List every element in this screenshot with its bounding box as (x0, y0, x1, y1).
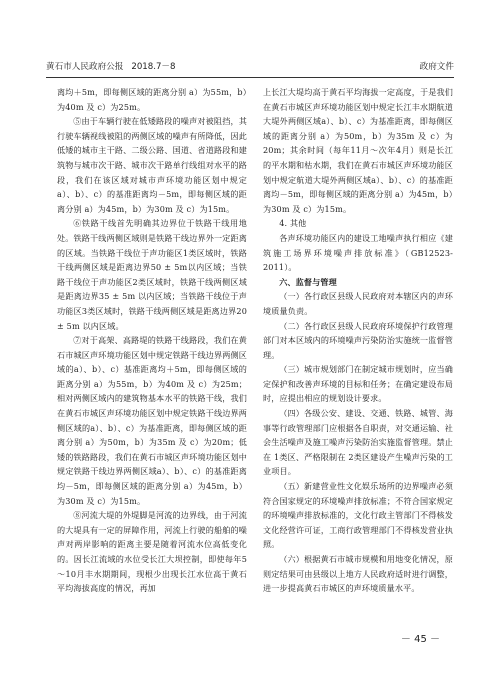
paragraph: 离均＋5m，即每侧区域的距离分别 a）为55m，b）为40m 及 c）为25m。 (57, 87, 247, 112)
paragraph: （一）各行政区县级人民政府对本辖区内的声环境质量负责。 (263, 291, 453, 316)
paragraph: ⑧河流大堤的外堤脚是河流的边界线，由于河流的大堤具有一定的屏障作用，河流上行驶的船舶的噪声对两岸影响的距离主要是随着河流水位高低变化的。因长江流域的水位受长江大坝控制，即使每年5～10月丰水期期间，现根少出现长江水位高于黄石平均海拔高度的情况，再加 (57, 510, 247, 594)
section-heading: 六、监督与管理 (279, 276, 337, 287)
paragraph: ⑥铁路干线首先明确其边界位于铁路干线用地处。铁路干线两侧区域则是铁路干线边界外一定距离的区域。当铁路干线位于声功能区1类区域时，铁路干线两侧区域是距离边界50 ± 5m以内区域；当铁路干线位于声功能区2类区域时，铁路干线两侧区域是距离边界35 ± 5m 以内区域；当铁路干线位于声功能区3类区域时，铁路干线两侧区域是距离边界20 ± 5m 以内区域。 (57, 218, 247, 331)
paragraph: 上长江大堤均高于黄石平均海拔一定高度，于是我们在黄石市城区声环境功能区划中规定长江丰水期航道大堤外两侧区域a）、b）、c）为基准距离，即每侧区域的距离分别 a）为50m，b）为35m 及 c）为20m；其余时间（每年11月～次年4月）则是长江的平水期和枯水期，我们在黄石市城区声环境功能区划中规定航道大堤外两侧区域a）、b）、c）的基准距离均－5m，即每侧区域的距离分别 a）为45m，b）为30m 及 c）为15m。 (263, 87, 453, 214)
paragraph: ⑤由于车辆行驶在低矮路段的噪声对被阻挡，其行驶车辆视线被阻的两侧区域的噪声有所降低，因此低矮的城市主干路、二级公路、国道、省道路段和建筑物与城市次干路、城市次干路单行线组对水平的路段，我们在该区域对城市声环境功能区划中规定a）、b）、c）的基准距离均－5m，即每侧区域的距离分别 a）为45m，b）为30m 及 c）为15m。 (57, 116, 247, 214)
right-column (263, 85, 453, 596)
header-publication (46, 60, 176, 72)
paragraph: ⑦对于高架、高路堤的铁路干线路段，我们在黄石市城区声环境功能区划中规定铁路干线边界两侧区域的a）、b）、c）基准距离均＋5m，即每侧区域的距离分别 a）为55m，b）为40m 及 c）为25m；相对两侧区域内的建筑物基本水平的铁路干线，我们在黄石市城区声环境功能区划中规定铁路干线边界两侧区域的a）、b）、c）为基准距离，即每侧区域的距离分别 a）为50m，b）为35m 及 c）为20m；低矮的铁路路段，我们在黄石市城区声环境功能区划中规定铁路干线边界两侧区域a）、b）、c）的基准距离均－5m，即每侧区域的距离分别 a）为45m，b）为30m 及 c）为15m。 (57, 335, 247, 506)
paragraph: 各声环境功能区内的建设工地噪声执行相应《建筑施工场界环境噪声排放标准》（GB12523-2011）。 (263, 232, 453, 273)
section-name: 政府文件 (419, 62, 454, 72)
left-column (57, 85, 247, 596)
publication-name: 黄石市人民政府公报 (46, 62, 124, 72)
header-rule (46, 77, 454, 78)
page-number: － 45 － (400, 634, 440, 645)
paragraph: （六）根据黄石市城市规模和用地变化情况，原则定结果可由县级以上地方人民政府适时进行调整，进一步提高黄石市城区的声环境质量水平。 (263, 554, 453, 594)
issue-number: 2018.7－8 (131, 62, 176, 72)
paragraph: （三）城市规划部门在制定城市规划时，应当确定保护和改善声环境的目标和任务；在确定建设布局时，应提出相应的规划设计要求。 (263, 364, 453, 404)
page-header (46, 58, 454, 76)
subsection-heading: 4. 其他 (279, 218, 307, 229)
paragraph: （五）新建营业性文化娱乐场所的边界噪声必须符合国家规定的环境噪声排放标准；不符合国家规定的环境噪声排放标准的，文化行政主管部门不得核发文化经营许可证，工商行政管理部门不得核发营业执照。 (263, 481, 453, 550)
paragraph: （四）各级公安、建设、交通、铁路、城管、海事等行政管理部门应根据各自职责，对交通运输、社会生活噪声及施工噪声污染防治实施监督管理。禁止在 1类区、严格限制在 2类区建设产生噪声污染的工业项目。 (263, 408, 453, 477)
paragraph: （二）各行政区县级人民政府环境保护行政管理部门对本区域内的环境噪声污染防治实施统一监督管理。 (263, 320, 453, 360)
